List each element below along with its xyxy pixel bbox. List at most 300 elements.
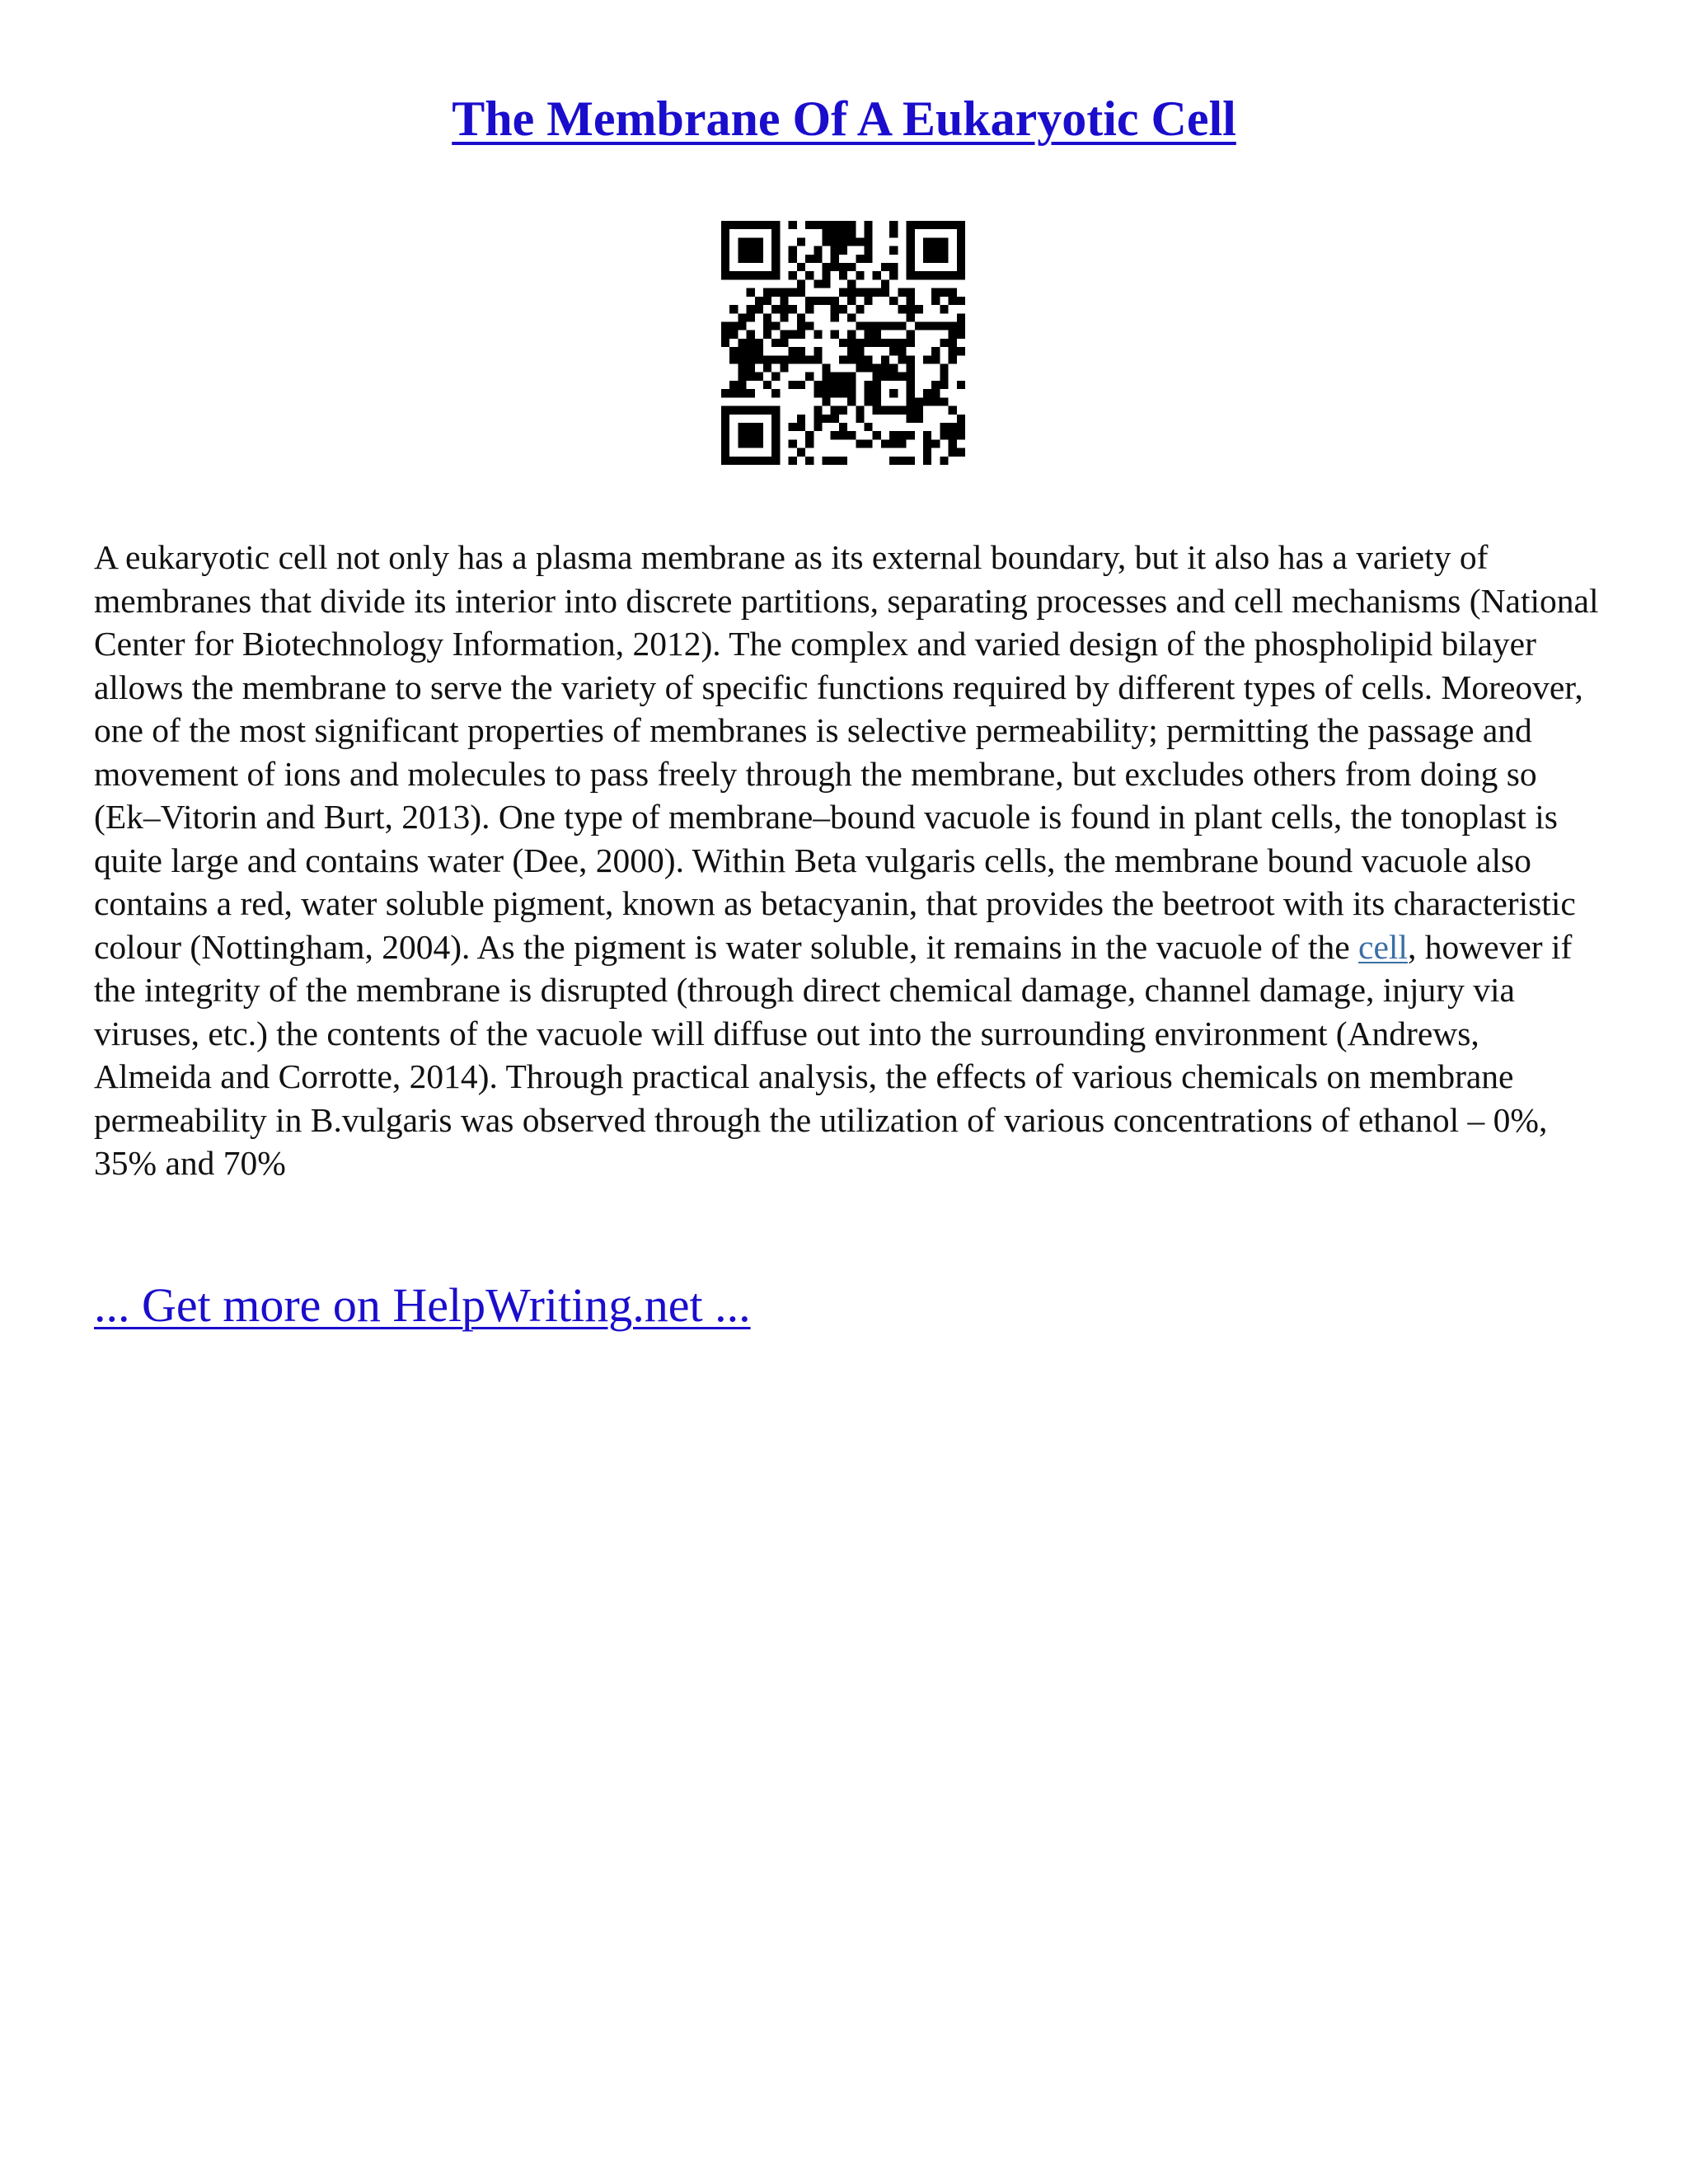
qr-module — [898, 347, 906, 355]
qr-module — [721, 321, 729, 330]
qr-module — [881, 263, 889, 271]
qr-module — [847, 355, 856, 363]
qr-module — [847, 389, 856, 397]
qr-module — [771, 255, 780, 263]
qr-module — [747, 373, 755, 381]
qr-module — [847, 221, 856, 229]
qr-module — [873, 406, 881, 415]
qr-module — [738, 339, 746, 347]
qr-module — [856, 339, 864, 347]
qr-module — [789, 221, 797, 229]
qr-module — [923, 321, 931, 330]
qr-module — [847, 397, 856, 405]
qr-module — [780, 364, 788, 373]
qr-module — [839, 423, 847, 431]
qr-module — [747, 355, 755, 363]
qr-module — [771, 305, 780, 313]
qr-module — [847, 313, 856, 321]
qr-module — [738, 381, 746, 389]
qr-module — [771, 355, 780, 363]
qr-module — [797, 347, 805, 355]
qr-module — [873, 381, 881, 389]
qr-module — [856, 406, 864, 415]
qr-module — [771, 339, 780, 347]
qr-module — [771, 246, 780, 255]
qr-module — [805, 255, 814, 263]
qr-module — [957, 448, 965, 457]
qr-module — [889, 406, 898, 415]
qr-module — [907, 313, 915, 321]
qr-module — [856, 305, 864, 313]
qr-code — [721, 221, 965, 465]
qr-module — [831, 305, 839, 313]
qr-module — [738, 423, 746, 431]
qr-module — [738, 439, 746, 448]
qr-module — [931, 389, 940, 397]
qr-module — [873, 288, 881, 297]
qr-module — [789, 305, 797, 313]
qr-module — [797, 313, 805, 321]
qr-module — [898, 305, 906, 313]
qr-module — [805, 221, 814, 229]
qr-module — [839, 237, 847, 246]
qr-module — [729, 347, 738, 355]
qr-module — [949, 297, 957, 305]
qr-module — [831, 255, 839, 263]
qr-module — [907, 406, 915, 415]
qr-module — [873, 271, 881, 279]
qr-module — [831, 297, 839, 305]
qr-module — [923, 439, 931, 448]
qr-module — [763, 364, 771, 373]
qr-module — [931, 381, 940, 389]
qr-module — [822, 221, 830, 229]
qr-module — [873, 431, 881, 439]
qr-module — [949, 339, 957, 347]
qr-module — [780, 355, 788, 363]
qr-module — [814, 423, 822, 431]
qr-module — [797, 381, 805, 389]
qr-module — [747, 431, 755, 439]
qr-module — [881, 339, 889, 347]
qr-module — [915, 321, 923, 330]
qr-module — [789, 330, 797, 339]
qr-module — [822, 381, 830, 389]
qr-module — [881, 373, 889, 381]
qr-module — [771, 221, 780, 229]
qr-module — [957, 313, 965, 321]
qr-module — [747, 288, 755, 297]
qr-module — [856, 347, 864, 355]
qr-module — [923, 246, 931, 255]
qr-module — [805, 321, 814, 330]
qr-module — [907, 305, 915, 313]
qr-module — [738, 431, 746, 439]
qr-module — [763, 271, 771, 279]
qr-module — [915, 406, 923, 415]
qr-module — [907, 237, 915, 246]
qr-module — [915, 271, 923, 279]
qr-module — [763, 457, 771, 465]
qr-module — [865, 255, 873, 263]
qr-module — [865, 221, 873, 229]
qr-module — [822, 297, 830, 305]
qr-module — [940, 373, 948, 381]
qr-module — [856, 288, 864, 297]
qr-module — [931, 271, 940, 279]
qr-module — [940, 246, 948, 255]
qr-module — [755, 246, 763, 255]
qr-module — [789, 439, 797, 448]
qr-module — [940, 271, 948, 279]
qr-module — [738, 271, 746, 279]
qr-module — [755, 255, 763, 263]
qr-module — [856, 271, 864, 279]
qr-module — [907, 255, 915, 263]
qr-module — [839, 271, 847, 279]
qr-module — [931, 246, 940, 255]
qr-module — [931, 347, 940, 355]
qr-module — [865, 364, 873, 373]
qr-module — [865, 339, 873, 347]
qr-module — [721, 271, 729, 279]
qr-module — [721, 339, 729, 347]
qr-module — [949, 423, 957, 431]
qr-module — [763, 221, 771, 229]
qr-module — [957, 271, 965, 279]
qr-module — [822, 457, 830, 465]
qr-module — [729, 381, 738, 389]
body-paragraph — [94, 536, 1602, 1185]
qr-module — [907, 389, 915, 397]
qr-module — [889, 457, 898, 465]
qr-module — [780, 305, 788, 313]
qr-module — [907, 297, 915, 305]
qr-module — [923, 255, 931, 263]
qr-module — [907, 355, 915, 363]
qr-module — [805, 355, 814, 363]
qr-module — [814, 330, 822, 339]
qr-module — [923, 221, 931, 229]
qr-module — [831, 381, 839, 389]
qr-module — [847, 237, 856, 246]
qr-module — [729, 355, 738, 363]
qr-module — [856, 321, 864, 330]
qr-module — [839, 431, 847, 439]
qr-module — [747, 255, 755, 263]
qr-module — [822, 279, 830, 288]
qr-module — [865, 439, 873, 448]
qr-module — [847, 279, 856, 288]
qr-module — [931, 255, 940, 263]
qr-module — [771, 229, 780, 237]
qr-module — [856, 237, 864, 246]
qr-module — [873, 339, 881, 347]
qr-module — [940, 305, 948, 313]
qr-module — [957, 297, 965, 305]
qr-module — [839, 263, 847, 271]
qr-module — [814, 347, 822, 355]
qr-module — [747, 313, 755, 321]
qr-module — [747, 339, 755, 347]
qr-module — [940, 288, 948, 297]
qr-code-icon — [721, 221, 965, 465]
qr-module — [931, 297, 940, 305]
qr-module — [814, 221, 822, 229]
title-container — [0, 89, 1688, 148]
qr-module — [898, 321, 906, 330]
qr-module — [738, 221, 746, 229]
qr-module — [738, 389, 746, 397]
qr-module — [789, 457, 797, 465]
qr-module — [839, 389, 847, 397]
qr-module — [907, 397, 915, 405]
qr-module — [907, 381, 915, 389]
qr-module — [755, 221, 763, 229]
qr-module — [831, 246, 839, 255]
qr-module — [831, 457, 839, 465]
qr-module — [865, 330, 873, 339]
qr-module — [839, 406, 847, 415]
qr-module — [755, 297, 763, 305]
qr-module — [721, 330, 729, 339]
qr-module — [771, 439, 780, 448]
qr-module — [915, 305, 923, 313]
qr-module — [763, 355, 771, 363]
qr-module — [940, 381, 948, 389]
qr-module — [898, 288, 906, 297]
qr-module — [940, 339, 948, 347]
qr-module — [789, 381, 797, 389]
qr-module — [721, 431, 729, 439]
qr-module — [738, 364, 746, 373]
qr-module — [738, 255, 746, 263]
qr-module — [797, 279, 805, 288]
qr-module — [865, 381, 873, 389]
qr-module — [771, 415, 780, 423]
qr-module — [721, 237, 729, 246]
qr-module — [839, 229, 847, 237]
qr-module — [957, 415, 965, 423]
qr-module — [747, 439, 755, 448]
qr-module — [889, 246, 898, 255]
qr-module — [881, 364, 889, 373]
qr-module — [907, 457, 915, 465]
qr-module — [729, 221, 738, 229]
qr-module — [721, 389, 729, 397]
qr-module — [915, 415, 923, 423]
qr-module — [847, 229, 856, 237]
qr-module — [755, 423, 763, 431]
qr-module — [949, 288, 957, 297]
qr-module — [805, 457, 814, 465]
qr-module — [923, 397, 931, 405]
qr-module — [940, 321, 948, 330]
qr-module — [957, 330, 965, 339]
qr-module — [721, 439, 729, 448]
qr-module — [755, 431, 763, 439]
qr-module — [949, 406, 957, 415]
qr-module — [822, 415, 830, 423]
qr-module — [721, 221, 729, 229]
qr-module — [755, 271, 763, 279]
qr-module — [889, 229, 898, 237]
qr-module — [889, 431, 898, 439]
qr-module — [856, 355, 864, 363]
qr-module — [889, 373, 898, 381]
document-title-link[interactable]: The Membrane Of A Eukaryotic Cell — [452, 91, 1236, 146]
qr-module — [873, 389, 881, 397]
qr-module — [831, 237, 839, 246]
qr-module — [856, 364, 864, 373]
qr-module — [957, 381, 965, 389]
qr-module — [747, 237, 755, 246]
qr-module — [940, 431, 948, 439]
qr-module — [957, 263, 965, 271]
qr-module — [847, 288, 856, 297]
qr-module — [949, 439, 957, 448]
qr-module — [814, 246, 822, 255]
qr-module — [839, 373, 847, 381]
qr-module — [747, 423, 755, 431]
qr-module — [822, 364, 830, 373]
qr-module — [957, 347, 965, 355]
qr-module — [889, 271, 898, 279]
qr-module — [957, 431, 965, 439]
qr-module — [747, 457, 755, 465]
qr-module — [865, 389, 873, 397]
qr-module — [822, 389, 830, 397]
qr-module — [738, 246, 746, 255]
qr-module — [771, 237, 780, 246]
qr-module — [940, 255, 948, 263]
qr-module — [957, 255, 965, 263]
qr-module — [847, 330, 856, 339]
qr-module — [881, 279, 889, 288]
qr-module — [780, 288, 788, 297]
qr-module — [763, 406, 771, 415]
qr-module — [881, 355, 889, 363]
qr-module — [949, 221, 957, 229]
qr-module — [721, 457, 729, 465]
qr-module — [898, 406, 906, 415]
qr-module — [729, 457, 738, 465]
qr-module — [831, 406, 839, 415]
qr-module — [931, 397, 940, 405]
qr-module — [747, 221, 755, 229]
qr-module — [865, 423, 873, 431]
qr-module — [780, 339, 788, 347]
qr-module — [889, 263, 898, 271]
qr-module — [763, 313, 771, 321]
qr-module — [797, 263, 805, 271]
qr-module — [957, 321, 965, 330]
qr-module — [931, 439, 940, 448]
qr-module — [831, 330, 839, 339]
qr-module — [789, 423, 797, 431]
qr-module — [747, 330, 755, 339]
qr-module — [797, 237, 805, 246]
qr-module — [907, 330, 915, 339]
qr-module — [949, 431, 957, 439]
qr-module — [831, 415, 839, 423]
qr-module — [814, 297, 822, 305]
qr-module — [907, 221, 915, 229]
qr-module — [839, 221, 847, 229]
qr-module — [738, 313, 746, 321]
qr-module — [763, 288, 771, 297]
qr-module — [771, 431, 780, 439]
qr-module — [865, 229, 873, 237]
get-more-link[interactable]: ... Get more on HelpWriting.net ... — [94, 1278, 751, 1332]
qr-module — [822, 229, 830, 237]
qr-module — [797, 423, 805, 431]
qr-module — [797, 330, 805, 339]
qr-module — [898, 457, 906, 465]
qr-module — [940, 364, 948, 373]
qr-module — [755, 347, 763, 355]
qr-module — [873, 397, 881, 405]
qr-module — [839, 305, 847, 313]
qr-module — [771, 406, 780, 415]
qr-module — [889, 321, 898, 330]
qr-module — [814, 355, 822, 363]
qr-module — [907, 415, 915, 423]
qr-module — [789, 288, 797, 297]
qr-module — [780, 313, 788, 321]
qr-module — [923, 457, 931, 465]
qr-module — [949, 448, 957, 457]
qr-module — [881, 406, 889, 415]
qr-module — [907, 373, 915, 381]
qr-module — [755, 339, 763, 347]
qr-module — [763, 297, 771, 305]
qr-module — [839, 355, 847, 363]
qr-module — [789, 255, 797, 263]
qr-module — [957, 246, 965, 255]
qr-module — [898, 355, 906, 363]
qr-module — [915, 397, 923, 405]
qr-module — [957, 221, 965, 229]
qr-module — [789, 347, 797, 355]
qr-module — [839, 457, 847, 465]
qr-module — [873, 321, 881, 330]
qr-module — [831, 373, 839, 381]
qr-module — [831, 229, 839, 237]
qr-module — [923, 431, 931, 439]
qr-module — [865, 321, 873, 330]
qr-module — [847, 431, 856, 439]
qr-module — [805, 431, 814, 439]
qr-module — [889, 439, 898, 448]
qr-module — [931, 321, 940, 330]
qr-module — [755, 439, 763, 448]
qr-module — [763, 381, 771, 389]
qr-module — [856, 439, 864, 448]
cell-link[interactable]: cell — [1358, 927, 1408, 966]
qr-module — [789, 271, 797, 279]
qr-module — [847, 263, 856, 271]
qr-module — [847, 347, 856, 355]
qr-module — [865, 355, 873, 363]
qr-module — [721, 448, 729, 457]
qr-module — [747, 389, 755, 397]
qr-module — [898, 439, 906, 448]
qr-module — [738, 406, 746, 415]
qr-module — [923, 389, 931, 397]
qr-module — [814, 406, 822, 415]
qr-module — [881, 288, 889, 297]
